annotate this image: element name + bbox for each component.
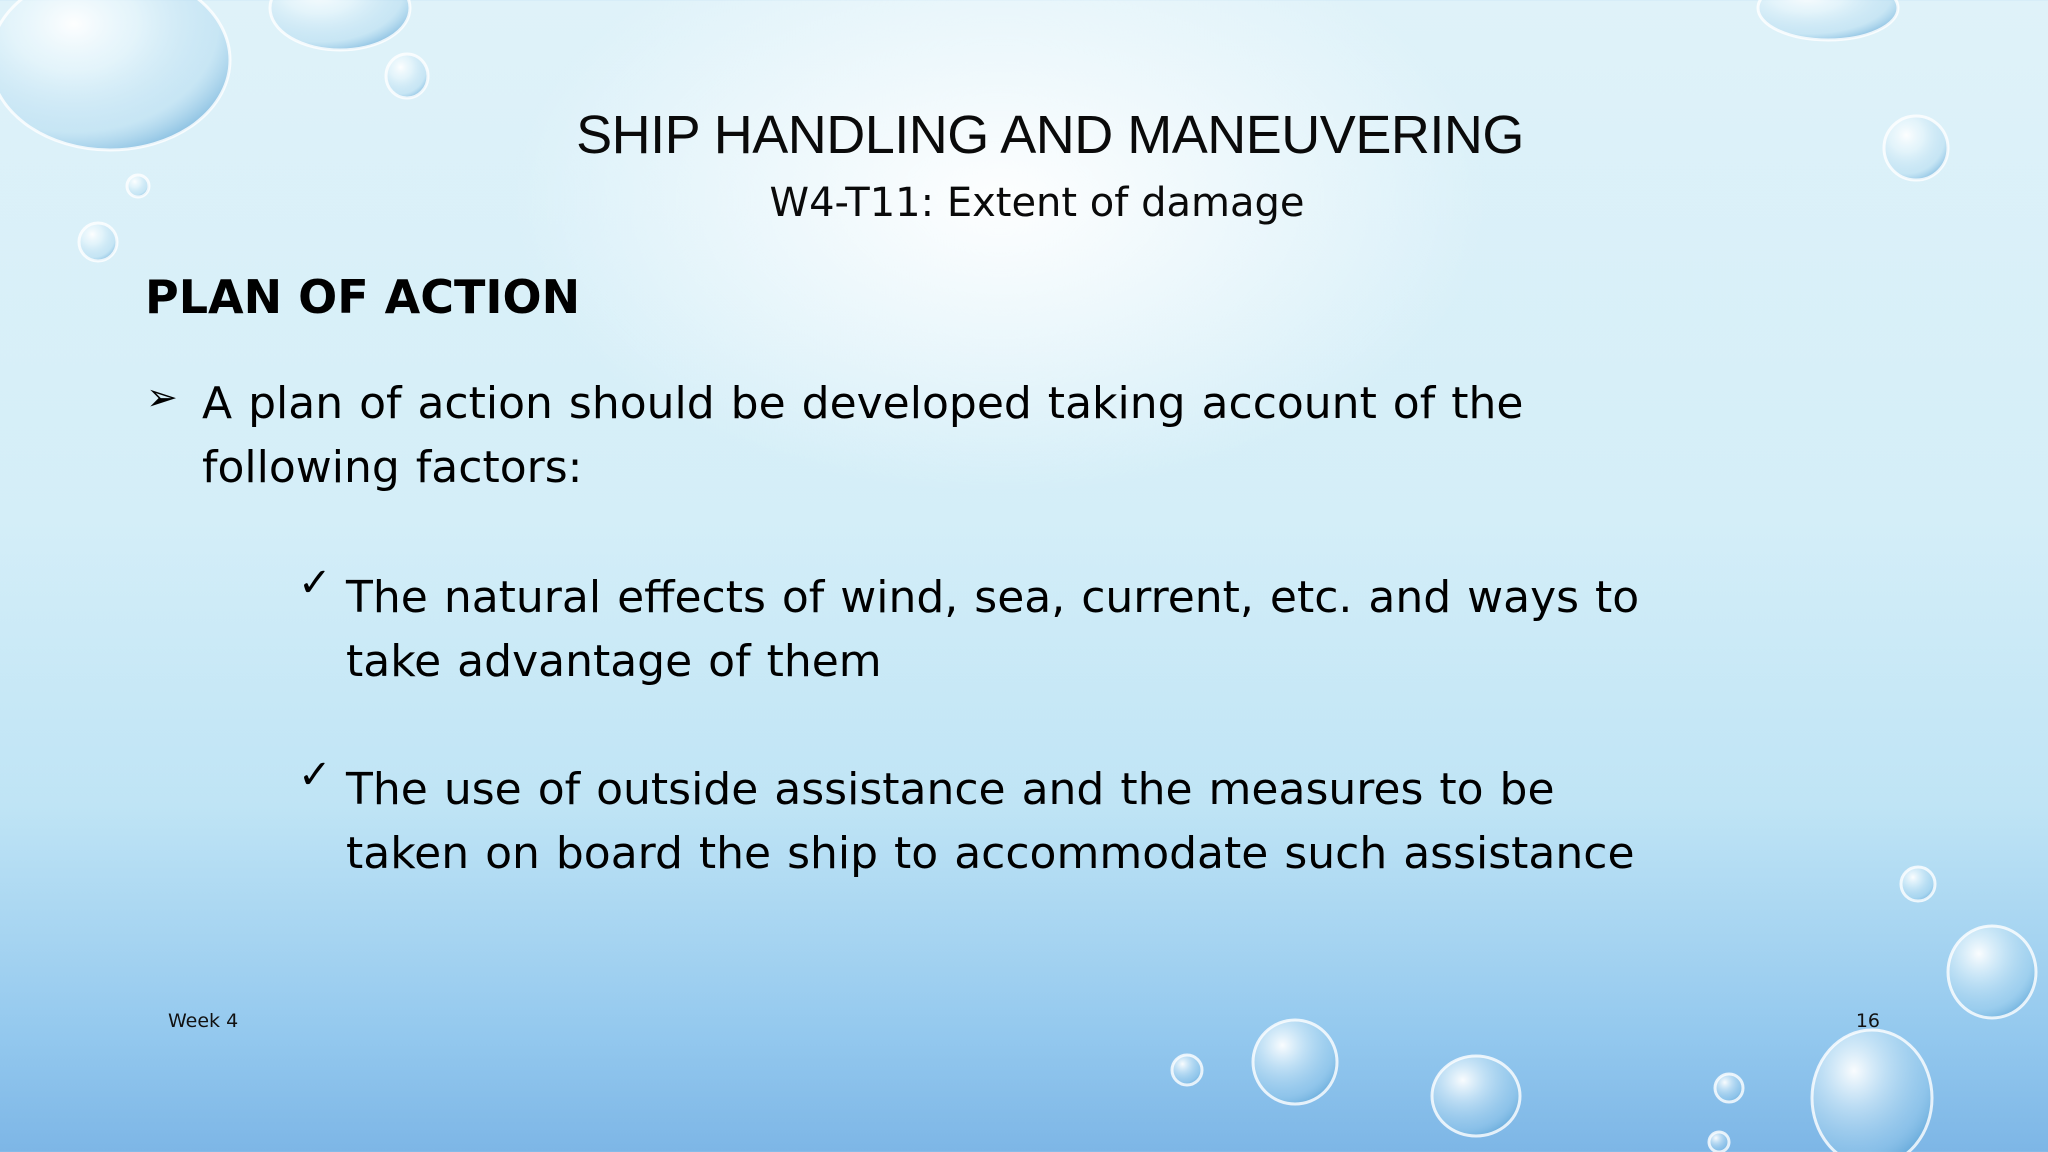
checkmark-icon: ✓ (298, 752, 332, 798)
droplet (79, 223, 117, 261)
droplet (1432, 1056, 1520, 1136)
slide-title: SHIP HANDLING AND MANEUVERING (576, 105, 1524, 165)
checkmark-icon: ✓ (298, 560, 332, 606)
footer-week-label: Week 4 (168, 1010, 239, 1032)
droplet (1253, 1020, 1337, 1104)
droplet (1901, 867, 1935, 901)
sub-bullet-text: The natural effects of wind, sea, current, etc. and ways to take advantage of them (346, 572, 1640, 687)
sub-bullet-text: The use of outside assistance and the measures to be taken on board the ship to accommodate such assistance (346, 764, 1635, 879)
droplet (1758, 0, 1898, 40)
droplet (386, 54, 428, 98)
droplet (1715, 1074, 1743, 1102)
page-number: 16 (1855, 1010, 1880, 1032)
section-heading: PLAN OF ACTION (145, 270, 581, 324)
droplet (270, 0, 410, 50)
droplet (1812, 1030, 1932, 1152)
main-bullet-text: A plan of action should be developed taking account of the following factors: (202, 378, 1524, 493)
slide-subtitle: W4-T11: Extent of damage (769, 180, 1305, 226)
droplet (1709, 1132, 1729, 1152)
arrow-bullet-icon: ➢ (146, 375, 178, 419)
droplet (1172, 1055, 1202, 1085)
droplet (1948, 926, 2036, 1018)
